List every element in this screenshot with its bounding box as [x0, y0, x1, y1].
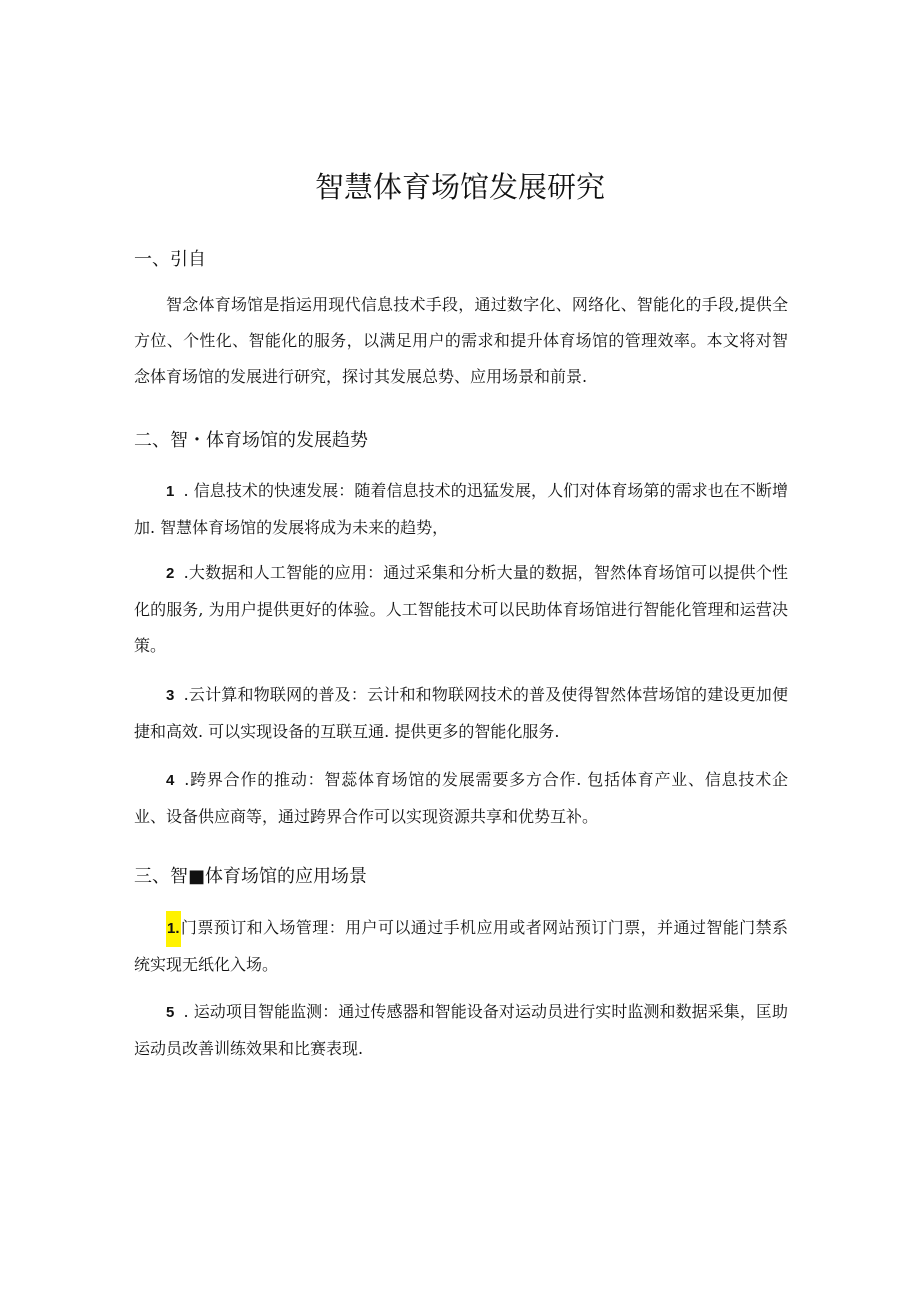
list-item-text: .云计算和物联网的普及：云计和和物联网技术的普及使得智然体营场馆的建设更加便捷和高效. 可以实现设备的互联互通. 提供更多的智能化服务.	[134, 685, 788, 741]
list-item-number: 2	[166, 565, 175, 582]
list-item	[134, 677, 788, 750]
list-item-text: 门票预订和入场管理：用户可以通过手机应用或者网站预订门票，并通过智能门禁系统实现无纸化入场。	[134, 918, 788, 974]
section-heading-trends: 二、智・体育场馆的发展趋势	[134, 430, 368, 451]
list-item-number: 3	[166, 687, 175, 704]
list-item-text: . 信息技术的快速发展：随着信息技术的迅猛发展，人们对体育场第的需求也在不断增加. 智慧体育场馆的发展将成为未来的趋势，	[134, 481, 788, 537]
list-item-number: 5	[166, 1004, 175, 1021]
list-item	[134, 473, 788, 546]
list-item-text: .大数据和人工智能的应用：通过采集和分析大量的数据，智然体育场馆可以提供个性化的服务, 为用户提供更好的体验。人工智能技术可以民助体育场馆进行智能化管理和运营决策。	[134, 563, 788, 655]
section-heading-introduction: 一、引自	[134, 249, 206, 270]
list-item-text: .跨界合作的推动：智蕊体育场馆的发展需要多方合作. 包括体育产业、信息技术企业、设备供应商等，通过跨界合作可以实现资源共享和优势互补。	[134, 770, 788, 826]
list-item	[134, 910, 788, 983]
section-heading-applications: 三、智■体育场馆的应用场景	[134, 866, 368, 887]
list-item-number-highlighted: 1.	[166, 911, 181, 947]
list-item	[134, 762, 788, 835]
introduction-paragraph: 智念体育场馆是指运用现代信息技术手段，通过数字化、网络化、智能化的手段,提供全方位、个性化、智能化的服务，以满足用户的需求和提升体育场馆的管理效率。本文将对智念体育场馆的发展进行研究，探讨其发展总势、应用场景和前景.	[134, 295, 788, 386]
list-item-number: 4	[166, 772, 175, 789]
list-item	[134, 555, 788, 664]
list-item-number: 1	[166, 483, 175, 500]
document-title: 智慧体育场馆发展研究	[314, 170, 605, 204]
list-item	[134, 994, 788, 1067]
list-item-text: . 运动项目智能监测：通过传感器和智能设备对运动员进行实时监测和数据采集，匡助运动员改善训练效果和比赛表现.	[134, 1002, 788, 1058]
